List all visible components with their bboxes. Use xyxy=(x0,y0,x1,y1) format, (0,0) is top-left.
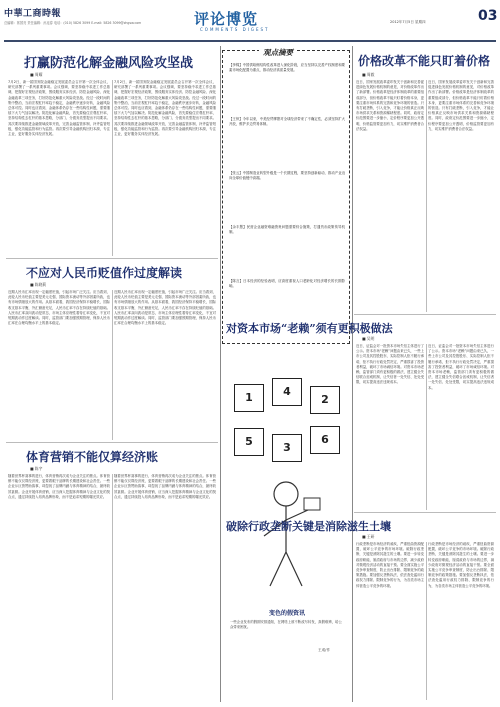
article-separator xyxy=(354,512,496,513)
calendar-page: 4 xyxy=(272,378,302,406)
comic-title: 变色的假资讯 xyxy=(268,610,305,617)
issue-date: 2012年7月5日 星期四 xyxy=(390,20,426,24)
calendar-page: 2 xyxy=(310,386,340,414)
section-title-en: COMMENTS DIGEST xyxy=(200,27,270,32)
article-3-headline: 体育营销不能仅算经济账 xyxy=(26,450,159,464)
article-3-body-col2: 随着世界杯赛事的进行，体育营销再次成为企业关注的焦点。体育营销不能仅仅算经济账，更要着眼于品牌的长期建设和社会责任。一些企业斥巨资赞助赛事，却忽视了品牌内涵与体育精神的结合，最终收效甚微。企业开展体育营销，应当深入挖掘体育精神与企业文化的契合点，通过持续投入培育品牌形象，而不是追求短期的曝光效应。 xyxy=(114,474,216,499)
page-number: 03 xyxy=(478,8,498,24)
article-4-headline: 价格改革不能只盯着价格 xyxy=(358,54,491,68)
calendar-page: 1 xyxy=(234,384,264,412)
article-5-body-col2: 近日，证监会对一批资本市场失信主体进行了公示。资本市场“老赖”问题由来已久，一些上市公司及其控股股东、实际控制人拒不履行承诺，拒不执行行政处罚决定，严重损害了投资者利益，破坏了市场诚信环境。对资本市场老赖，监管部门须有更积极的做法，建立健全失信联合惩戒机制，让失信者一处失信、处处受限，切实提高违法违规成本。 xyxy=(428,344,494,390)
article-2-body-col1: 近期人民币汇率出现一定幅度贬值，引起市场广泛关注。应当看到，此轮人民币贬值主要是美元走强、国际资本流动等外部因素所致，也有市场情绪放大的作用。从基本面看，我国经济保持平稳增长，国际收支基本平衡，外汇储备充足，人民币汇率不存在持续贬值的基础。人民币汇率双向波动是常态，市场主体应理性看待汇率变化，不宜对短期波动作过度解读。同时，监管部门要加强预期管理，保持人民币汇率在合理均衡水平上的基本稳定。 xyxy=(8,290,110,326)
calendar-page: 3 xyxy=(272,434,302,462)
comic-caption: 一些企业发布的假期安排通知，在网络上被不断改写转发，真假难辨，给公众带来困扰。 xyxy=(230,620,342,630)
opinion-summary-box xyxy=(222,50,350,344)
figure-drawing-icon xyxy=(246,474,326,594)
article-3-byline: ■ 陈宇 xyxy=(30,466,43,471)
article-6-body-col2: 行政垄断是市场经济的顽疾，严重扭曲资源配置，破坏公平竞争的市场环境。破除行政垄断，关键是消除其滋生的土壤。要进一步转变政府职能，厘清政府与市场的边界，减少政府对微观经济活动的直接干预。要全面实施公平竞争审查制度，防止出台排除、限制竞争的政策措施。要加强反垄断执法，依法查处滥用行政权力排除、限制竞争的行为，为各类市场主体营造公平竞争的环境。 xyxy=(428,542,494,588)
masthead-subline: 总编辑：郭国亮 责任编辑：孙连春 电话：(010) 5826 3099 E-mail: 5826 3099@zhgsw.com xyxy=(4,21,142,25)
summary-item: 【王仲】今年以来，中美经贸摩擦对全球经济带来了不确定性，必须坚持扩大开放，维护多边贸易体制。 xyxy=(229,117,345,127)
article-5-byline: ■ 吴明 xyxy=(362,336,375,341)
article-separator xyxy=(6,442,218,443)
article-separator xyxy=(6,258,218,259)
article-1-headline: 打赢防范化解金融风险攻坚战 xyxy=(24,56,194,71)
article-6-body-col1: 行政垄断是市场经济的顽疾，严重扭曲资源配置，破坏公平竞争的市场环境。破除行政垄断，关键是消除其滋生的土壤。要进一步转变政府职能，厘清政府与市场的边界，减少政府对微观经济活动的直接干预。要全面实施公平竞争审查制度，防止出台排除、限制竞争的政策措施。要加强反垄断执法，依法查处滥用行政权力排除、限制竞争的行为，为各类市场主体营造公平竞争的环境。 xyxy=(356,542,424,588)
column-divider xyxy=(112,80,113,256)
calendar-page: 5 xyxy=(234,428,264,456)
article-3-body-col1: 随着世界杯赛事的进行，体育营销再次成为企业关注的焦点。体育营销不能仅仅算经济账，更要着眼于品牌的长期建设和社会责任。一些企业斥巨资赞助赛事，却忽视了品牌内涵与体育精神的结合，最终收效甚微。企业开展体育营销，应当深入挖掘体育精神与企业文化的契合点，通过持续投入培育品牌形象，而不是追求短期的曝光效应。 xyxy=(8,474,110,499)
comic-illustration xyxy=(226,344,348,666)
summary-tag: 观点摘要 xyxy=(259,47,297,58)
summary-item: 【余丰慧】民营企业融资难融资贵问题需要综合施策，打通货币政策传导机制。 xyxy=(229,225,345,235)
column-divider xyxy=(426,542,427,700)
column-divider xyxy=(112,290,113,440)
article-separator xyxy=(354,314,496,315)
article-4-byline: ■ 周毅 xyxy=(362,72,375,77)
article-6-byline: ■ 王研 xyxy=(362,534,375,539)
column-divider xyxy=(426,344,427,510)
article-4-body-col2: 近日，国家发展改革委印发关于创新和完善促进绿色发展价格机制的意见，对价格改革作出了新部署。价格改革是经济体制改革的重要组成部分，但价格改革不能只盯着价格本身，更要注重市场体系的完善和竞争环境的营造。只有打破垄断，引入竞争，才能让价格真正反映市场供求关系和资源稀缺程度。同时，政府定价范围要进一步缩小，定价程序要更加公开透明，价格监管要更加有力，切实维护消费者合法权益。 xyxy=(428,80,494,131)
summary-item: 【李锦】中国供给侧结构性改革进入深化阶段，应当坚持以完善产权制度和要素市场化配置为重点，推动经济高质量发展。 xyxy=(229,63,345,73)
section-title: 评论博览 xyxy=(194,10,259,28)
comic-author: 王成/作 xyxy=(318,648,330,652)
article-5-body-col1: 近日，证监会对一批资本市场失信主体进行了公示。资本市场“老赖”问题由来已久，一些上市公司及其控股股东、实际控制人拒不履行承诺，拒不执行行政处罚决定，严重损害了投资者利益，破坏了市场诚信环境。对资本市场老赖，监管部门须有更积极的做法，建立健全失信联合惩戒机制，让失信者一处失信、处处受限，切实提高违法违规成本。 xyxy=(356,344,424,385)
column-divider xyxy=(426,80,427,312)
article-1-byline: ■ 周耀 xyxy=(30,72,43,77)
article-5-headline: 对资本市场“老赖”须有更积极做法 xyxy=(226,322,393,335)
page-divider-right xyxy=(352,46,353,702)
page-divider-left xyxy=(220,46,221,702)
article-2-byline: ■ 陈晓莉 xyxy=(30,282,47,287)
summary-item: 【陈言】日本经济的经验表明，应高度重视人口老龄化对经济增长的长期影响。 xyxy=(229,279,345,289)
calendar-page: 6 xyxy=(310,426,340,454)
header-rule xyxy=(4,40,496,42)
article-1-body-col2: 7月2日，新一届国务院金融稳定发展委员会召开第一次全体会议，研究部署了一系列重要事项。会议强调，要坚持稳中求进工作总基调，把握好宏观经济政策，围绕服务实体经济、防控金融风险、深化金融改革三项任务，打好防范化解重大风险攻坚战。经过一段时间的集中整治，当前宏观杠杆率趋于稳定，金融秩序逐步好转，金融风险总体可控。同时也应看到，金融体系仍存在一些结构性问题，需要继续下大力气加以解决。防范化解金融风险，首先要稳住宏观杠杆率，坚持结构性去杠杆的基本思路，分部门、分债务类型提出不同要求。其次要持续推进金融领域改革开放，完善金融监管体制，补齐监管短板，强化功能监管和行为监管。再次要引导金融机构回归本源，专注主业，更好服务实体经济发展。 xyxy=(114,80,216,137)
article-6-headline: 破除行政垄断关键是消除滋生土壤 xyxy=(226,520,391,533)
article-2-body-col2: 近期人民币汇率出现一定幅度贬值，引起市场广泛关注。应当看到，此轮人民币贬值主要是美元走强、国际资本流动等外部因素所致，也有市场情绪放大的作用。从基本面看，我国经济保持平稳增长，国际收支基本平衡，外汇储备充足，人民币汇率不存在持续贬值的基础。人民币汇率双向波动是常态，市场主体应理性看待汇率变化，不宜对短期波动作过度解读。同时，监管部门要加强预期管理，保持人民币汇率在合理均衡水平上的基本稳定。 xyxy=(114,290,216,326)
article-2-headline: 不应对人民币贬值作过度解读 xyxy=(26,266,183,280)
article-1-body-col1: 7月2日，新一届国务院金融稳定发展委员会召开第一次全体会议，研究部署了一系列重要事项。会议强调，要坚持稳中求进工作总基调，把握好宏观经济政策，围绕服务实体经济、防控金融风险、深化金融改革三项任务，打好防范化解重大风险攻坚战。经过一段时间的集中整治，当前宏观杠杆率趋于稳定，金融秩序逐步好转，金融风险总体可控。同时也应看到，金融体系仍存在一些结构性问题，需要继续下大力气加以解决。防范化解金融风险，首先要稳住宏观杠杆率，坚持结构性去杠杆的基本思路，分部门、分债务类型提出不同要求。其次要持续推进金融领域改革开放，完善金融监管体制，补齐监管短板，强化功能监管和行为监管。再次要引导金融机构回归本源，专注主业，更好服务实体经济发展。 xyxy=(8,80,110,137)
column-divider xyxy=(112,474,113,700)
article-4-body-col1: 近日，国家发展改革委印发关于创新和完善促进绿色发展价格机制的意见，对价格改革作出了新部署。价格改革是经济体制改革的重要组成部分，但价格改革不能只盯着价格本身，更要注重市场体系的完善和竞争环境的营造。只有打破垄断，引入竞争，才能让价格真正反映市场供求关系和资源稀缺程度。同时，政府定价范围要进一步缩小，定价程序要更加公开透明，价格监管要更加有力，切实维护消费者合法权益。 xyxy=(356,80,424,131)
paper-name: 中華工商時報 xyxy=(4,9,62,19)
masthead xyxy=(4,2,496,40)
summary-item: 【张云】中国制造业转型升级是一个长期过程，要坚持创新驱动，推动产业迈向全球价值链中高端。 xyxy=(229,171,345,181)
